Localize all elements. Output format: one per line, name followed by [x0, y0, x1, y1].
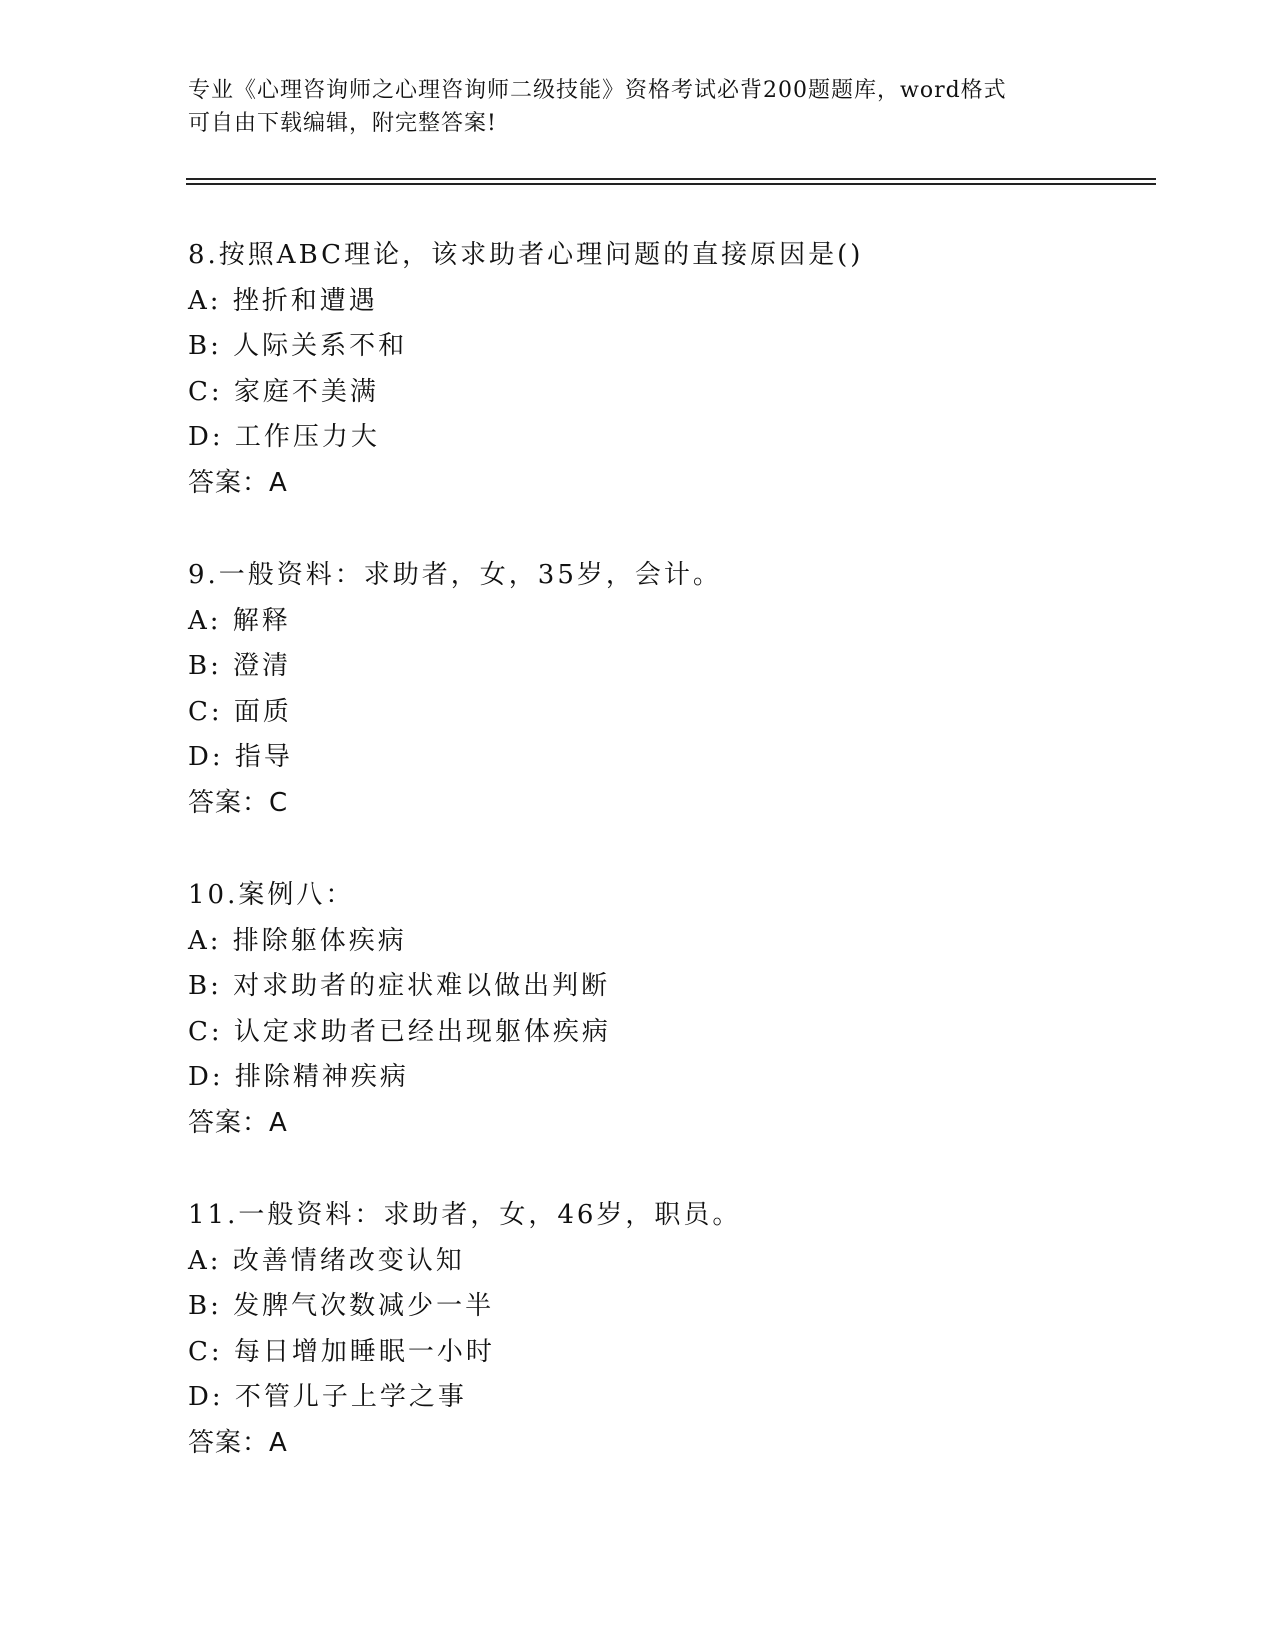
- option-d: D: 指导: [188, 742, 293, 773]
- header-line-2: 可自由下载编辑，附完整答案!: [188, 111, 497, 136]
- question-stem: 8.按照ABC理论，该求助者心理问题的直接原因是(): [188, 240, 864, 270]
- answer-label: 答案：A: [188, 1107, 288, 1138]
- answer-label: 答案：A: [188, 1427, 288, 1458]
- document-header: [188, 74, 1088, 140]
- question-stem: 9.一般资料：求助者，女，35岁，会计。: [188, 560, 722, 590]
- option-b: B: 澄清: [188, 651, 292, 682]
- option-d: D: 不管儿子上学之事: [188, 1382, 467, 1413]
- option-b: B: 对求助者的症状难以做出判断: [188, 971, 611, 1002]
- option-d: D: 工作压力大: [188, 422, 380, 453]
- option-c: C: 面质: [188, 696, 292, 727]
- option-d: D: 排除精神疾病: [188, 1062, 409, 1093]
- option-c: C: 每日增加睡眠一小时: [188, 1336, 495, 1367]
- question-stem: 11.一般资料：求助者，女，46岁，职员。: [188, 1200, 742, 1230]
- answer-label: 答案：A: [188, 467, 288, 498]
- option-b: B: 人际关系不和: [188, 331, 408, 362]
- header-divider-bottom: [186, 183, 1156, 185]
- header-divider-top: [186, 178, 1156, 180]
- option-a: A: 解释: [188, 605, 291, 636]
- header-line-1: 专业《心理咨询师之心理咨询师二级技能》资格考试必背200题题库，word格式: [188, 78, 1007, 103]
- option-b: B: 发脾气次数减少一半: [188, 1291, 495, 1322]
- option-c: C: 认定求助者已经出现躯体疾病: [188, 1016, 611, 1047]
- question-stem: 10.案例八：: [188, 880, 355, 910]
- option-a: A: 排除躯体疾病: [188, 925, 407, 956]
- question-8: [188, 233, 1148, 553]
- question-11: [188, 1193, 1148, 1513]
- question-9: [188, 553, 1148, 873]
- answer-label: 答案：C: [188, 787, 289, 818]
- option-a: A: 挫折和遭遇: [188, 285, 378, 316]
- question-list: [188, 233, 1148, 1513]
- question-10: [188, 873, 1148, 1193]
- option-c: C: 家庭不美满: [188, 376, 379, 407]
- option-a: A: 改善情绪改变认知: [188, 1245, 465, 1276]
